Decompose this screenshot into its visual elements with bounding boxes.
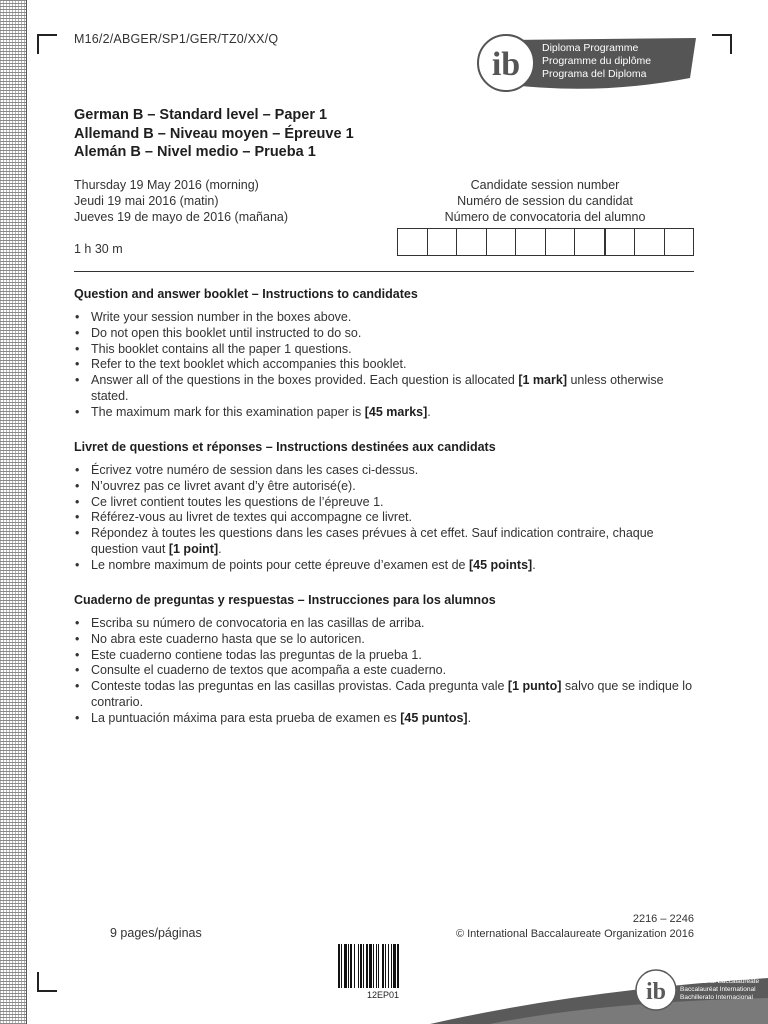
session-digit-box[interactable] [575, 229, 606, 255]
section-heading: Question and answer booklet – Instructions to candidates [74, 287, 418, 301]
instruction-item [74, 463, 698, 479]
barcode-bar [391, 944, 392, 988]
instruction-text: Consulte el cuaderno de textos que acompaña a este cuaderno. [91, 663, 447, 678]
instruction-item [74, 679, 698, 711]
barcode-bar [344, 944, 347, 988]
csn-label-es: Número de convocatoria del alumno [444, 209, 646, 224]
barcode-bar [369, 944, 372, 988]
exam-duration: 1 h 30 m [74, 242, 123, 256]
page-edge-texture [0, 0, 27, 1024]
crop-mark-top-left [37, 34, 57, 54]
ib-diploma-logo [476, 34, 696, 92]
instruction-list [74, 616, 698, 727]
barcode-label: 12EP01 [366, 990, 400, 1000]
date-en: Thursday 19 May 2016 (morning) [74, 178, 259, 192]
instruction-text: . [467, 710, 472, 725]
instruction-text: Answer all of the questions in the boxes provided. Each question is allocated [91, 373, 519, 388]
logo-line-fr: Programme du diplôme [542, 55, 652, 67]
crop-mark-top-right [712, 34, 732, 54]
instruction-item [74, 342, 698, 358]
csn-label-en: Candidate session number [470, 178, 620, 192]
barcode-bar [358, 944, 359, 988]
instruction-text: La puntuación máxima para esta prueba de examen es [91, 710, 401, 725]
ib-org-logo [430, 950, 768, 1024]
barcode-bar [360, 944, 362, 988]
instruction-item [74, 663, 698, 679]
barcode-bar [385, 944, 386, 988]
instruction-item [74, 648, 698, 664]
instruction-text: . [427, 404, 431, 419]
barcode [336, 944, 430, 988]
instructions-es [74, 593, 698, 727]
session-digit-box[interactable] [428, 229, 458, 255]
session-digit-box[interactable] [487, 229, 517, 255]
candidate-session-boxes[interactable] [397, 228, 694, 256]
session-digit-box[interactable] [635, 229, 665, 255]
title-fr: Allemand B – Niveau moyen – Épreuve 1 [74, 125, 354, 142]
crop-mark-bottom-left [37, 972, 57, 992]
instruction-text: Este cuaderno contiene todas las preguntas de la prueba 1. [91, 647, 422, 662]
paper-ref-code: 2216 – 2246 [632, 913, 694, 925]
date-es: Jueves 19 de mayo de 2016 (mañana) [74, 209, 289, 224]
paper-reference [430, 912, 694, 942]
instruction-text: salvo que se indique lo contrario. [91, 679, 693, 709]
exam-code: M16/2/ABGER/SP1/GER/TZ0/XX/Q [74, 32, 279, 46]
session-digit-box[interactable] [516, 229, 546, 255]
barcode-bar [376, 944, 377, 988]
instruction-text: N’ouvrez pas ce livret avant d’y être autorisé(e). [91, 478, 356, 493]
instruction-text: unless otherwise stated. [91, 373, 664, 403]
instruction-text: Write your session number in the boxes above. [91, 310, 352, 324]
instruction-text: Répondez à toutes les questions dans les cases prévues à cet effet. Sauf indication contraire, chaque question vaut [91, 526, 654, 556]
barcode-bar [354, 944, 355, 988]
mark-value: [45 points] [469, 557, 533, 572]
instruction-item [74, 616, 698, 632]
mark-value: [45 puntos] [400, 710, 468, 725]
copyright: © International Baccalaureate Organization 2016 [455, 928, 694, 940]
mark-value: [45 marks] [364, 404, 428, 419]
instruction-text: Refer to the text booklet which accompanies this booklet. [91, 357, 407, 372]
instruction-text: The maximum mark for this examination paper is [91, 404, 365, 419]
barcode-bar [397, 944, 399, 988]
barcode-bar [393, 944, 396, 988]
logo-line-en: Diploma Programme [542, 42, 639, 54]
mark-value: [1 punto] [507, 679, 562, 694]
instruction-item [74, 495, 698, 511]
instruction-item [74, 326, 698, 342]
barcode-bar [338, 944, 340, 988]
instruction-item [74, 479, 698, 495]
session-digit-box[interactable] [665, 229, 694, 255]
org-line-en: International Baccalaureate [680, 978, 760, 985]
instruction-item [74, 632, 698, 648]
instruction-text: Do not open this booklet until instructed to do so. [91, 325, 362, 340]
date-fr: Jeudi 19 mai 2016 (matin) [74, 193, 219, 208]
barcode-bar [382, 944, 384, 988]
csn-label-fr: Numéro de session du candidat [457, 193, 633, 208]
org-line-es: Bachillerato Internacional [680, 994, 753, 1001]
instructions-fr [74, 440, 698, 574]
barcode-bar [350, 944, 352, 988]
instruction-text: . [218, 541, 222, 556]
instruction-item [74, 526, 698, 558]
instruction-item [74, 510, 698, 526]
instruction-text: Écrivez votre numéro de session dans les cases ci-dessus. [91, 463, 419, 477]
instruction-item [74, 711, 698, 727]
instruction-text: Conteste todas las preguntas en las casillas provistas. Cada pregunta vale [91, 679, 508, 694]
instruction-text: Référez-vous au livret de textes qui accompagne ce livret. [91, 510, 412, 525]
barcode-bar [366, 944, 368, 988]
barcode-bar [373, 944, 374, 988]
instruction-text: Escriba su número de convocatoria en las casillas de arriba. [91, 616, 425, 630]
instruction-text: Ce livret contient toutes les questions de l’épreuve 1. [91, 494, 384, 509]
session-digit-box[interactable] [457, 229, 487, 255]
title-en: German B – Standard level – Paper 1 [74, 107, 328, 123]
candidate-session-label [396, 178, 694, 225]
session-digit-box[interactable] [398, 229, 428, 255]
barcode-bar [388, 944, 389, 988]
instruction-text: . [532, 557, 536, 572]
instruction-list [74, 463, 698, 574]
logo-line-es: Programa del Diploma [542, 68, 647, 80]
instruction-list [74, 310, 698, 421]
instruction-item [74, 310, 698, 326]
instruction-item [74, 405, 698, 421]
barcode-bar [363, 944, 364, 988]
barcode-bar [341, 944, 342, 988]
instructions-en [74, 287, 698, 421]
mark-value: [1 point] [168, 541, 219, 556]
mark-value: [1 mark] [518, 373, 567, 388]
instruction-text: No abra este cuaderno hasta que se lo autoricen. [91, 631, 365, 646]
barcode-bar [348, 944, 349, 988]
instruction-item [74, 558, 698, 574]
barcode-bar [378, 944, 379, 988]
session-digit-box[interactable] [606, 229, 636, 255]
instruction-text: This booklet contains all the paper 1 questions. [91, 341, 352, 356]
org-logo-mark: ib [645, 979, 667, 1005]
title-es: Alemán B – Nivel medio – Prueba 1 [74, 144, 316, 160]
instruction-text: Le nombre maximum de points pour cette épreuve d’examen est de [91, 557, 469, 572]
session-digit-box[interactable] [546, 229, 576, 255]
divider [74, 271, 694, 272]
instruction-item [74, 373, 698, 405]
section-heading: Cuaderno de preguntas y respuestas – Instrucciones para los alumnos [74, 593, 496, 607]
page-count: 9 pages/páginas [110, 926, 202, 940]
org-line-fr: Baccalauréat International [680, 986, 756, 993]
section-heading: Livret de questions et réponses – Instructions destinées aux candidats [74, 440, 496, 454]
paper-titles [74, 106, 354, 162]
exam-dates [74, 178, 288, 225]
instruction-item [74, 357, 698, 373]
logo-mark: ib [491, 46, 521, 83]
